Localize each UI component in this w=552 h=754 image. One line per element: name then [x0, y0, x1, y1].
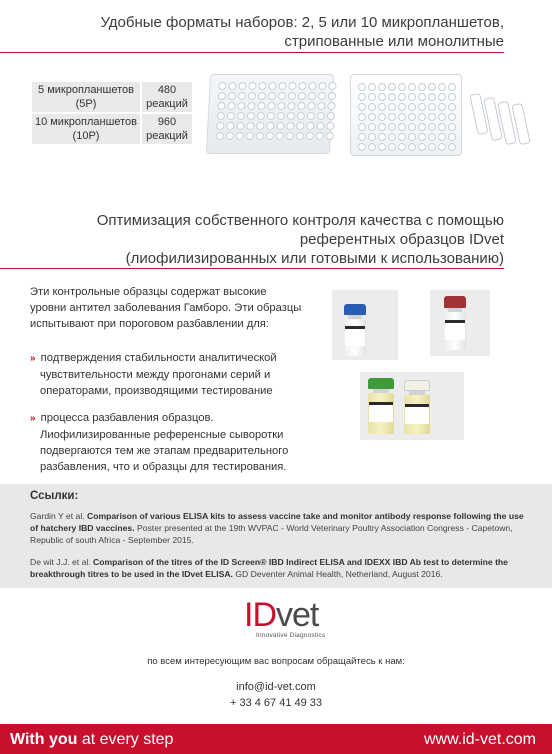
- slogan-rest: at every step: [77, 731, 174, 748]
- plate-well: [307, 112, 315, 120]
- plate-well: [307, 102, 315, 110]
- plate-well: [268, 82, 276, 90]
- plate-well: [368, 83, 376, 91]
- plate-well: [246, 132, 254, 140]
- plate-well: [237, 102, 245, 110]
- plate-well: [418, 133, 426, 141]
- plate-well: [288, 92, 296, 100]
- plate-well: [247, 112, 255, 120]
- plate-well: [236, 122, 244, 130]
- plate-well: [418, 113, 426, 121]
- plate-well: [438, 83, 446, 91]
- plate-well: [247, 102, 255, 110]
- plate-well: [277, 102, 285, 110]
- section2-rule: [0, 268, 504, 269]
- ref-authors: Gardin Y et al.: [30, 511, 88, 521]
- plate-well: [398, 143, 406, 151]
- plate-well: [318, 92, 326, 100]
- plate-well: [428, 133, 436, 141]
- section2-title-line1: Оптимизация собственного контроля качества с помощью: [96, 212, 504, 229]
- plate-well: [298, 92, 306, 100]
- plate-well: [236, 132, 244, 140]
- plate-well: [238, 82, 246, 90]
- plate-well: [227, 102, 235, 110]
- plate-well: [288, 82, 296, 90]
- reference-2: [30, 556, 530, 580]
- plate-well: [438, 103, 446, 111]
- plate-well: [408, 93, 416, 101]
- plate-well: [358, 143, 366, 151]
- plate-well: [256, 122, 264, 130]
- bullet-line: подтверждения стабильности аналитической: [40, 352, 277, 364]
- plate-well: [328, 92, 336, 100]
- strip-plate-image: [350, 74, 462, 156]
- plate-well: [358, 103, 366, 111]
- plate-well: [287, 112, 295, 120]
- plate-well: [378, 133, 386, 141]
- plate-well: [277, 112, 285, 120]
- plate-well: [408, 143, 416, 151]
- plate-well: [327, 102, 335, 110]
- plate-well: [276, 132, 284, 140]
- plate-well: [388, 143, 396, 151]
- plate-well: [217, 112, 225, 120]
- bullet-line: чувствительности между прогонами серий и: [40, 369, 271, 381]
- bullet-item-2: [30, 410, 310, 475]
- plate-well: [428, 93, 436, 101]
- chevron-right-icon: »: [30, 353, 36, 364]
- plate-well: [358, 93, 366, 101]
- plate-well: [388, 133, 396, 141]
- plate-well: [308, 92, 316, 100]
- plate-well: [428, 143, 436, 151]
- footer-slogan: [10, 731, 173, 749]
- plate-well: [408, 123, 416, 131]
- plate-well: [368, 133, 376, 141]
- intro-line: уровни антител заболевания Гамборо. Эти образцы: [30, 302, 302, 314]
- plate-well: [418, 93, 426, 101]
- plate-well: [428, 113, 436, 121]
- qty-unit: реакций: [146, 130, 188, 142]
- plate-well: [316, 122, 324, 130]
- plate-well: [267, 102, 275, 110]
- vial-blue-cap-icon: [344, 304, 366, 356]
- plate-well: [388, 103, 396, 111]
- plate-well: [438, 123, 446, 131]
- plate-well: [428, 103, 436, 111]
- plate-well: [448, 113, 456, 121]
- plate-well: [258, 82, 266, 90]
- well-strips-image: [470, 92, 532, 148]
- plate-well: [226, 122, 234, 130]
- intro-paragraph: [30, 284, 310, 332]
- plate-well: [228, 82, 236, 90]
- plate-well: [248, 92, 256, 100]
- plate-well: [246, 122, 254, 130]
- plate-well: [238, 92, 246, 100]
- plate-well: [388, 83, 396, 91]
- plate-well: [327, 112, 335, 120]
- plate-well: [418, 143, 426, 151]
- plate-well: [438, 133, 446, 141]
- plate-well: [228, 92, 236, 100]
- formats-table: [30, 80, 194, 146]
- bullet-line: Лиофилизированные референсные сыворотки: [40, 429, 284, 441]
- plate-well: [398, 133, 406, 141]
- vial-photo-green-white: [360, 372, 464, 440]
- vial-green-cap-icon: [368, 378, 394, 434]
- plate-well: [388, 93, 396, 101]
- plate-well: [306, 132, 314, 140]
- plate-well: [368, 113, 376, 121]
- plate-well: [418, 83, 426, 91]
- plate-well: [378, 93, 386, 101]
- slogan-bold: With you: [10, 731, 78, 748]
- qty-value: 960: [157, 116, 177, 128]
- plate-well: [248, 82, 256, 90]
- plate-well: [358, 83, 366, 91]
- idvet-logo: [244, 598, 318, 632]
- section2-title-line2: референтных образцов IDvet: [299, 231, 504, 248]
- section1-title-line2: стрипованные или монолитные: [284, 33, 504, 50]
- plate-well: [428, 123, 436, 131]
- plate-well: [378, 113, 386, 121]
- plate-well: [378, 103, 386, 111]
- plate-well: [278, 82, 286, 90]
- plate-well: [258, 92, 266, 100]
- table-row: [31, 81, 193, 113]
- plate-well: [326, 122, 334, 130]
- plate-well: [408, 113, 416, 121]
- section1-title-line1: Удобные форматы наборов: 2, 5 или 10 микропланшетов,: [100, 14, 504, 31]
- plate-well: [296, 132, 304, 140]
- bullet-line: подвергаются тем же этапам предварительного: [40, 445, 289, 457]
- ref-title: Comparison of various ELISA kits to assess vaccine take and monitor antibody response following the use of hatchery IBD vaccines.: [30, 511, 524, 533]
- plate-well: [448, 93, 456, 101]
- plate-well: [378, 123, 386, 131]
- plate-well: [408, 133, 416, 141]
- kit-name: 5 микропланшетов: [38, 84, 134, 96]
- plate-well: [306, 122, 314, 130]
- table-cell-qty: [141, 113, 193, 145]
- bullet-line: разбавления, что и образцы для тестирования.: [40, 461, 287, 473]
- bullet-line: процесса разбавления образцов.: [40, 412, 214, 424]
- plate-wells: [216, 82, 337, 140]
- plate-well: [257, 102, 265, 110]
- plate-well: [368, 93, 376, 101]
- plate-well: [217, 102, 225, 110]
- plate-well: [267, 112, 275, 120]
- plate-well: [448, 143, 456, 151]
- kit-name: 10 микропланшетов: [34, 116, 138, 128]
- plate-well: [298, 82, 306, 90]
- kit-code: (5P): [75, 98, 97, 110]
- plate-well: [286, 122, 294, 130]
- plate-well: [408, 103, 416, 111]
- plate-well: [398, 83, 406, 91]
- qty-unit: реакций: [146, 98, 188, 110]
- plate-well: [398, 123, 406, 131]
- monolithic-plate-image: [206, 74, 334, 154]
- vial-photo-red: [430, 290, 490, 356]
- plate-well: [317, 102, 325, 110]
- footer-website-link[interactable]: www.id-vet.com: [423, 731, 536, 748]
- plate-well: [438, 143, 446, 151]
- plate-well: [317, 112, 325, 120]
- plate-well: [216, 132, 224, 140]
- plate-well: [448, 133, 456, 141]
- plate-well: [218, 92, 226, 100]
- plate-well: [358, 133, 366, 141]
- plate-well: [297, 112, 305, 120]
- plate-well: [368, 103, 376, 111]
- plate-well: [418, 103, 426, 111]
- plate-well: [328, 82, 336, 90]
- references-title: Ссылки:: [30, 490, 79, 502]
- plate-well: [316, 132, 324, 140]
- section1-rule: [0, 52, 504, 53]
- plate-well: [266, 132, 274, 140]
- plate-well: [318, 82, 326, 90]
- table-cell-kit: [31, 81, 141, 113]
- plate-well: [218, 82, 226, 90]
- vial-white-cap-icon: [404, 380, 430, 434]
- table-cell-kit: [31, 113, 141, 145]
- table-row: [31, 113, 193, 145]
- plate-well: [216, 122, 224, 130]
- plate-well: [326, 132, 334, 140]
- intro-line: испытывают при пороговом разбавлении для:: [30, 318, 269, 330]
- logo-id: ID: [244, 596, 276, 634]
- plate-well: [378, 143, 386, 151]
- vial-red-cap-icon: [444, 296, 466, 350]
- ref-title: Comparison of the titres of the ID Screen® IBD Indirect ELISA and IDEXX IBD Ab test to determine the breakthrough titres to be used in the IDvet ELISA.: [30, 557, 508, 579]
- bullet-item-1: [30, 350, 310, 399]
- plate-well: [237, 112, 245, 120]
- chevron-right-icon: »: [30, 413, 36, 424]
- ref-source: GD Deventer Animal Health, Netherland, August 2016.: [232, 569, 443, 579]
- plate-well: [226, 132, 234, 140]
- section2-title-line3: (лиофилизированных или готовыми к использованию): [125, 250, 504, 267]
- bullet-line: операторами, производящими тестирование: [40, 385, 273, 397]
- plate-well: [368, 123, 376, 131]
- contact-phone: + 33 4 67 41 49 33: [229, 697, 323, 709]
- plate-well: [448, 123, 456, 131]
- qty-value: 480: [157, 84, 177, 96]
- plate-well: [398, 93, 406, 101]
- contact-email[interactable]: info@id-vet.com: [236, 681, 316, 693]
- plate-well: [268, 92, 276, 100]
- logo-vet: vet: [276, 596, 319, 634]
- plate-well: [308, 82, 316, 90]
- plate-well: [257, 112, 265, 120]
- plate-well: [428, 83, 436, 91]
- plate-well: [297, 102, 305, 110]
- plate-well: [448, 103, 456, 111]
- plate-well: [227, 112, 235, 120]
- plate-well: [448, 83, 456, 91]
- plate-well: [358, 113, 366, 121]
- table-cell-qty: [141, 81, 193, 113]
- plate-well: [358, 123, 366, 131]
- plate-well: [287, 102, 295, 110]
- plate-well: [266, 122, 274, 130]
- reference-1: [30, 510, 530, 546]
- plate-well: [388, 123, 396, 131]
- plate-well: [296, 122, 304, 130]
- plate-well: [418, 123, 426, 131]
- plate-well: [408, 83, 416, 91]
- plate-well: [276, 122, 284, 130]
- plate-well: [256, 132, 264, 140]
- kit-code: (10P): [72, 130, 100, 142]
- plate-well: [368, 143, 376, 151]
- ref-source: Poster presented at the 19th WVPAC - World Veterinary Poultry Association Congress - Capetown, Republic of south Africa - September 2015.: [30, 523, 513, 545]
- logo-tagline: Innovative Diagnostics: [256, 632, 326, 639]
- plate-well: [286, 132, 294, 140]
- contact-prompt: по всем интересующим вас вопросам обращайтесь к нам:: [147, 656, 405, 667]
- intro-line: Эти контрольные образцы содержат высокие: [30, 286, 267, 298]
- plate-well: [378, 83, 386, 91]
- plate-well: [398, 103, 406, 111]
- plate-well: [278, 92, 286, 100]
- plate-well: [438, 93, 446, 101]
- plate-wells: [358, 83, 456, 151]
- plate-well: [438, 113, 446, 121]
- plate-well: [388, 113, 396, 121]
- ref-authors: De wit J.J. et al.: [30, 557, 94, 567]
- plate-well: [398, 113, 406, 121]
- vial-photo-blue: [332, 290, 398, 360]
